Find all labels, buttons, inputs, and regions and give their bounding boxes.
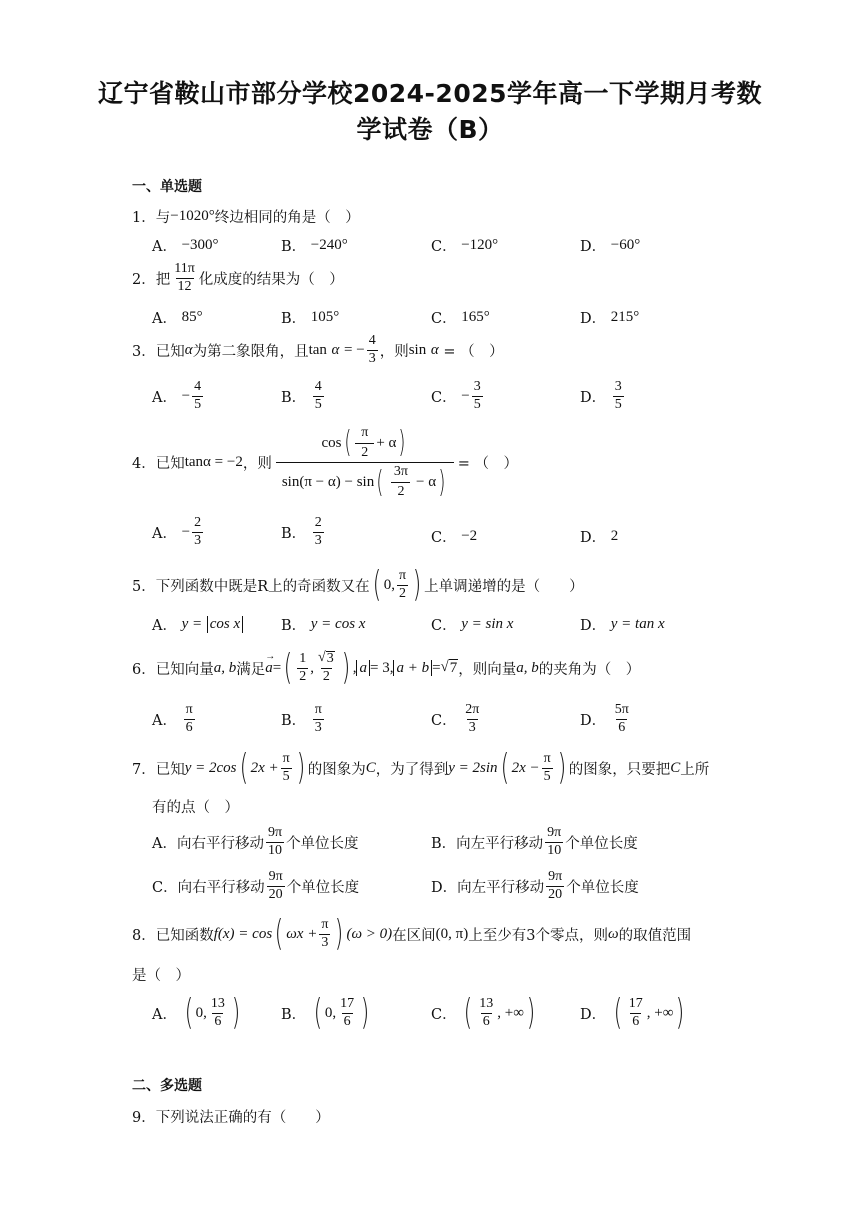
q8-mid: 在区间 xyxy=(392,927,436,944)
q4-tail: = （ ） xyxy=(457,456,519,473)
q5-b-value: y = cos x xyxy=(310,616,366,632)
q6-abs-sum: a + b xyxy=(393,660,432,677)
q8-post2: 的取值范围 xyxy=(618,927,692,944)
q1-c-value: −120° xyxy=(461,237,499,253)
q3-c-fraction xyxy=(472,380,483,412)
q8-post: 上至少有3个零点，则 xyxy=(468,927,608,944)
q3-c-sign: − xyxy=(461,387,470,404)
q4-then: ，则 xyxy=(242,456,272,473)
q2-number: 2． xyxy=(132,271,156,288)
q2-pre: 把 xyxy=(155,271,171,288)
q8-interval: (0, π) xyxy=(435,925,469,942)
q8-fx: f(x) = cos xyxy=(213,925,273,942)
q3-b-num: 4 xyxy=(314,379,322,394)
q8-a-label: A． xyxy=(152,1006,177,1023)
q2-option-c[interactable] xyxy=(431,307,490,328)
q4-denominator-text: sin(π − α) − sin xyxy=(281,474,375,491)
q1-angle: −1020° xyxy=(170,208,215,224)
q6-b-label: B． xyxy=(281,712,307,729)
q2-d-label: D． xyxy=(580,311,607,327)
q4-number: 4． xyxy=(132,456,156,473)
q7-post: 的图象，只要把 xyxy=(568,761,671,778)
q1-a-label: A． xyxy=(152,239,177,255)
q2-denominator: 12 xyxy=(177,278,192,294)
q4-condition: tanα = −2 xyxy=(184,454,243,471)
q4-b-label: B． xyxy=(281,525,307,542)
q5-d-value: y = tan x xyxy=(610,616,665,632)
q4-pi-over-2: $\frac{\pi}{2}$ xyxy=(355,426,374,460)
q8-pre: 已知函数 xyxy=(155,927,214,944)
q5-a-lhs: y = xyxy=(181,616,203,632)
q3-a-sign: − xyxy=(181,387,191,404)
q5-option-c[interactable] xyxy=(431,614,513,635)
q6-post: ，则向量 xyxy=(458,661,517,678)
q4-cos: cos xyxy=(321,434,342,451)
q8-option-c[interactable]: C． ( $\frac{13}{6}$ , +∞ ) xyxy=(431,992,536,1033)
q6-abs-b: a xyxy=(356,660,370,677)
q3-d-num: 3 xyxy=(614,379,622,394)
q8-number: 8． xyxy=(132,927,156,944)
q8-c-label: C． xyxy=(431,1006,457,1023)
q3-b-label: B． xyxy=(281,389,307,406)
q1-b-value: −240° xyxy=(310,237,348,253)
q8-option-b[interactable]: B． ( 0, $\frac{17}{6}$ ) xyxy=(281,992,370,1033)
q4-c-value: −2 xyxy=(461,528,478,544)
q9-text: 下列说法正确的有（ ） xyxy=(155,1110,330,1126)
question-4 xyxy=(132,426,518,500)
q7-c-2: C xyxy=(670,759,681,776)
q7-c-label: C．向右平行移动 xyxy=(152,879,265,896)
q6-pre: 已知向量 xyxy=(155,661,214,678)
q5-interval: ( 0, $\frac{\pi}{2}$ ) xyxy=(372,564,422,605)
q2-b-value: 105° xyxy=(310,309,340,325)
q3-sin: sin xyxy=(408,341,427,358)
q2-option-d[interactable] xyxy=(580,307,639,328)
q4-c-label: C． xyxy=(431,530,457,546)
q6-option-c[interactable]: C． $\frac{2\pi}{3}$ xyxy=(431,702,480,735)
q7-option-a[interactable]: A．向右平行移动 $\frac{9\pi}{10}$ 个单位长度 xyxy=(152,825,359,858)
question-2 xyxy=(132,262,344,294)
q3-a-label: A． xyxy=(152,389,177,406)
q7-d-label: D．向左平行移动 xyxy=(431,879,545,896)
question-1 xyxy=(132,206,360,227)
q6-vectors-2: a, b xyxy=(516,659,539,676)
q3-b-den: 5 xyxy=(314,396,322,412)
q5-a-label: A． xyxy=(152,618,177,634)
q4-big-fraction xyxy=(276,426,454,500)
q4-d-value: 2 xyxy=(610,528,619,544)
q6-mid: 满足 xyxy=(236,661,266,678)
q6-option-d[interactable]: D． $\frac{5\pi}{6}$ xyxy=(580,702,629,735)
q4-option-a[interactable] xyxy=(152,516,205,548)
q4-minus-alpha: − α xyxy=(416,474,437,491)
q3-d-label: D． xyxy=(580,389,607,406)
q6-d-label: D． xyxy=(580,712,607,729)
q2-b-label: B． xyxy=(281,311,307,327)
q7-option-c[interactable]: C．向右平行移动 $\frac{9\pi}{20}$ 个单位长度 xyxy=(152,869,360,902)
q8-cond: (ω > 0) xyxy=(346,925,393,942)
q2-fraction xyxy=(172,262,197,294)
q4-b-fraction: $\frac{2}{3}$ xyxy=(314,515,322,548)
q6-post2: 的夹角为（ ） xyxy=(538,661,641,678)
q3-pre: 已知 xyxy=(155,343,185,360)
q4-option-d[interactable] xyxy=(580,526,618,547)
q5-c-label: C． xyxy=(431,618,457,634)
q3-alpha-3: α xyxy=(430,341,439,358)
q1-post: 终边相同的角是（ ） xyxy=(214,210,360,226)
q2-a-label: A． xyxy=(152,311,177,327)
q6-vector-a: → a xyxy=(265,660,273,677)
q3-option-b[interactable] xyxy=(281,380,326,412)
q4-d-label: D． xyxy=(580,530,607,546)
q4-a-sign: − xyxy=(181,523,191,540)
q8-b-label: B． xyxy=(281,1006,307,1023)
q6-eq7: = xyxy=(432,659,441,676)
q3-alpha: α xyxy=(184,341,193,358)
q5-option-b[interactable] xyxy=(281,614,365,635)
q3-then: ，则 xyxy=(379,343,409,360)
q3-denominator: 3 xyxy=(368,350,376,366)
q5-c-value: y = sin x xyxy=(461,616,514,632)
q6-vectors: a, b xyxy=(213,659,237,676)
q1-option-a[interactable] xyxy=(152,235,219,256)
q7-line2: 有的点（ ） xyxy=(152,800,239,816)
q5-pre: 下列函数中既是R上的奇函数又在 xyxy=(155,578,370,595)
q1-d-label: D． xyxy=(580,239,607,255)
q7-a-label: A．向右平行移动 xyxy=(152,835,264,852)
q7-option-d[interactable]: D．向左平行移动 $\frac{9\pi}{20}$ 个单位长度 xyxy=(431,869,639,902)
question-7: 7． 已知 y = 2cos ( 2x + $\frac{\pi}{5}$ ) 的图象为 C ，为了得到 y = 2sin ( 2x − $\frac{\pi}{5}$ ) 的图象，只要把 C 上所 xyxy=(132,747,710,788)
q4-a-fraction: $\frac{2}{3}$ xyxy=(194,515,202,548)
q7-post2: 上所 xyxy=(680,761,710,778)
q2-d-value: 215° xyxy=(610,309,640,325)
q4-denominator: sin(π − α) − sin ( $\frac{3\pi}{2}$ − α ) xyxy=(276,462,454,499)
q1-option-d[interactable] xyxy=(580,235,640,256)
q5-number: 5． xyxy=(132,578,156,595)
q5-option-d[interactable] xyxy=(580,614,665,635)
q3-c-den: 5 xyxy=(473,396,481,412)
q3-d-fraction xyxy=(613,380,624,412)
q6-option-b[interactable]: B． $\frac{\pi}{3}$ xyxy=(281,702,322,735)
q6-option-a[interactable]: A． $\frac{\pi}{6}$ xyxy=(152,702,193,735)
q4-numerator: cos ( $\frac{\pi}{2}$ + α ) xyxy=(321,425,406,461)
q6-eq: = xyxy=(272,659,282,676)
q4-3pi-over-2: $\frac{3\pi}{2}$ xyxy=(388,465,414,499)
q3-alpha-2: α xyxy=(331,341,340,358)
q3-a-den: 5 xyxy=(194,396,202,412)
q8-line2: 是（ ） xyxy=(132,968,190,984)
q1-option-b[interactable] xyxy=(281,235,348,256)
q3-number: 3． xyxy=(132,343,156,360)
q1-d-value: −60° xyxy=(610,237,641,253)
q7-b-tail: 个单位长度 xyxy=(565,835,638,852)
question-5 xyxy=(132,564,584,605)
q8-omega: ω xyxy=(607,925,619,942)
q6-c-label: C． xyxy=(431,712,457,729)
q8-d-label: D． xyxy=(580,1006,607,1023)
q1-b-label: B． xyxy=(281,239,307,255)
q5-a-abs: cos x xyxy=(207,616,243,633)
q2-c-value: 165° xyxy=(461,309,490,325)
q4-a-label: A． xyxy=(152,525,177,542)
q2-a-value: 85° xyxy=(181,309,203,325)
question-3 xyxy=(132,334,504,366)
q1-c-label: C． xyxy=(431,239,457,255)
q7-func2: y = 2sin xyxy=(448,759,498,776)
question-8: 8． 已知函数 f(x) = cos ( ωx + $\frac{\pi}{3}$ ) (ω > 0) 在区间 (0, π) 上至少有3个零点，则 ω 的取值范围 xyxy=(132,913,692,954)
q4-plus-alpha: + α xyxy=(376,434,397,451)
q3-option-c[interactable] xyxy=(431,380,485,412)
q1-number: 1． xyxy=(132,210,156,226)
q6-a-components: ( $\frac{1}{2}$ , √ 3 2 ) xyxy=(284,647,350,688)
q2-numerator: 11π xyxy=(174,261,195,276)
q3-eq: = − xyxy=(344,341,365,358)
q5-b-label: B． xyxy=(281,618,307,634)
q5-option-a[interactable] xyxy=(152,614,243,635)
q2-c-label: C． xyxy=(431,311,457,327)
q1-a-value: −300° xyxy=(181,237,219,253)
q3-b-fraction xyxy=(313,380,324,412)
q7-a-tail: 个单位长度 xyxy=(286,835,359,852)
q3-tail: = （ ） xyxy=(443,343,504,360)
q3-a-num: 4 xyxy=(194,379,202,394)
page-title-line2: 学试卷（B） xyxy=(356,115,504,144)
page-title-line1: 辽宁省鞍山市部分学校2024-2025学年高一下学期月考数 xyxy=(97,79,763,108)
q4-option-b[interactable] xyxy=(281,516,326,548)
q1-option-c[interactable] xyxy=(431,235,498,256)
q8-option-d[interactable]: D． ( $\frac{17}{6}$ , +∞ ) xyxy=(580,992,685,1033)
q6-a-label: A． xyxy=(152,712,177,729)
q7-pre: 已知 xyxy=(155,761,185,778)
q5-d-label: D． xyxy=(580,618,607,634)
q3-a-fraction xyxy=(192,380,203,412)
q6-b-eq: = 3, xyxy=(369,659,394,676)
q7-mid2: ，为了得到 xyxy=(375,761,449,778)
q4-option-c[interactable] xyxy=(431,526,477,547)
section-single-choice: 一、单选题 xyxy=(132,179,202,195)
section-multiple-choice: 二、多选题 xyxy=(132,1078,202,1094)
q2-post: 化成度的结果为（ ） xyxy=(198,271,344,288)
q4-pre: 已知 xyxy=(155,456,185,473)
q6-sqrt7: √ 7 xyxy=(440,659,458,676)
q2-option-a[interactable] xyxy=(152,307,203,328)
q3-c-num: 3 xyxy=(473,379,481,394)
q2-option-b[interactable] xyxy=(281,307,339,328)
q3-c-label: C． xyxy=(431,389,457,406)
question-9 xyxy=(132,1106,330,1127)
q3-numerator: 4 xyxy=(368,333,376,348)
q3-option-a[interactable] xyxy=(152,380,205,412)
q7-c: C xyxy=(365,759,376,776)
q3-mid: 为第二象限角，且 xyxy=(192,343,309,360)
q3-option-d[interactable] xyxy=(580,380,626,412)
q3-fraction xyxy=(367,334,378,366)
q9-number: 9． xyxy=(132,1110,156,1126)
q7-d-tail: 个单位长度 xyxy=(566,879,639,896)
q3-tan: tan xyxy=(308,341,327,358)
q7-option-b[interactable]: B．向左平行移动 $\frac{9\pi}{10}$ 个单位长度 xyxy=(431,825,638,858)
q7-number: 7． xyxy=(132,761,156,778)
q7-func1: y = 2cos xyxy=(184,759,237,776)
question-6: 6． 已知向量 a, b 满足 → a = ( $\frac{1}{2}$ , √ 3 2 ) , a = 3, a + b = √ 7 ，则向量 a, b 的夹角为（ ） xyxy=(132,650,640,686)
q1-pre: 与 xyxy=(155,210,171,226)
q7-c-tail: 个单位长度 xyxy=(286,879,360,896)
q7-b-label: B．向左平行移动 xyxy=(431,835,544,852)
q6-number: 6． xyxy=(132,661,156,678)
q7-mid: 的图象为 xyxy=(307,761,366,778)
q3-d-den: 5 xyxy=(614,396,622,412)
q8-option-a[interactable]: A． ( 0, $\frac{13}{6}$ ) xyxy=(152,992,241,1033)
q5-post: 上单调递增的是（ ） xyxy=(424,578,584,595)
